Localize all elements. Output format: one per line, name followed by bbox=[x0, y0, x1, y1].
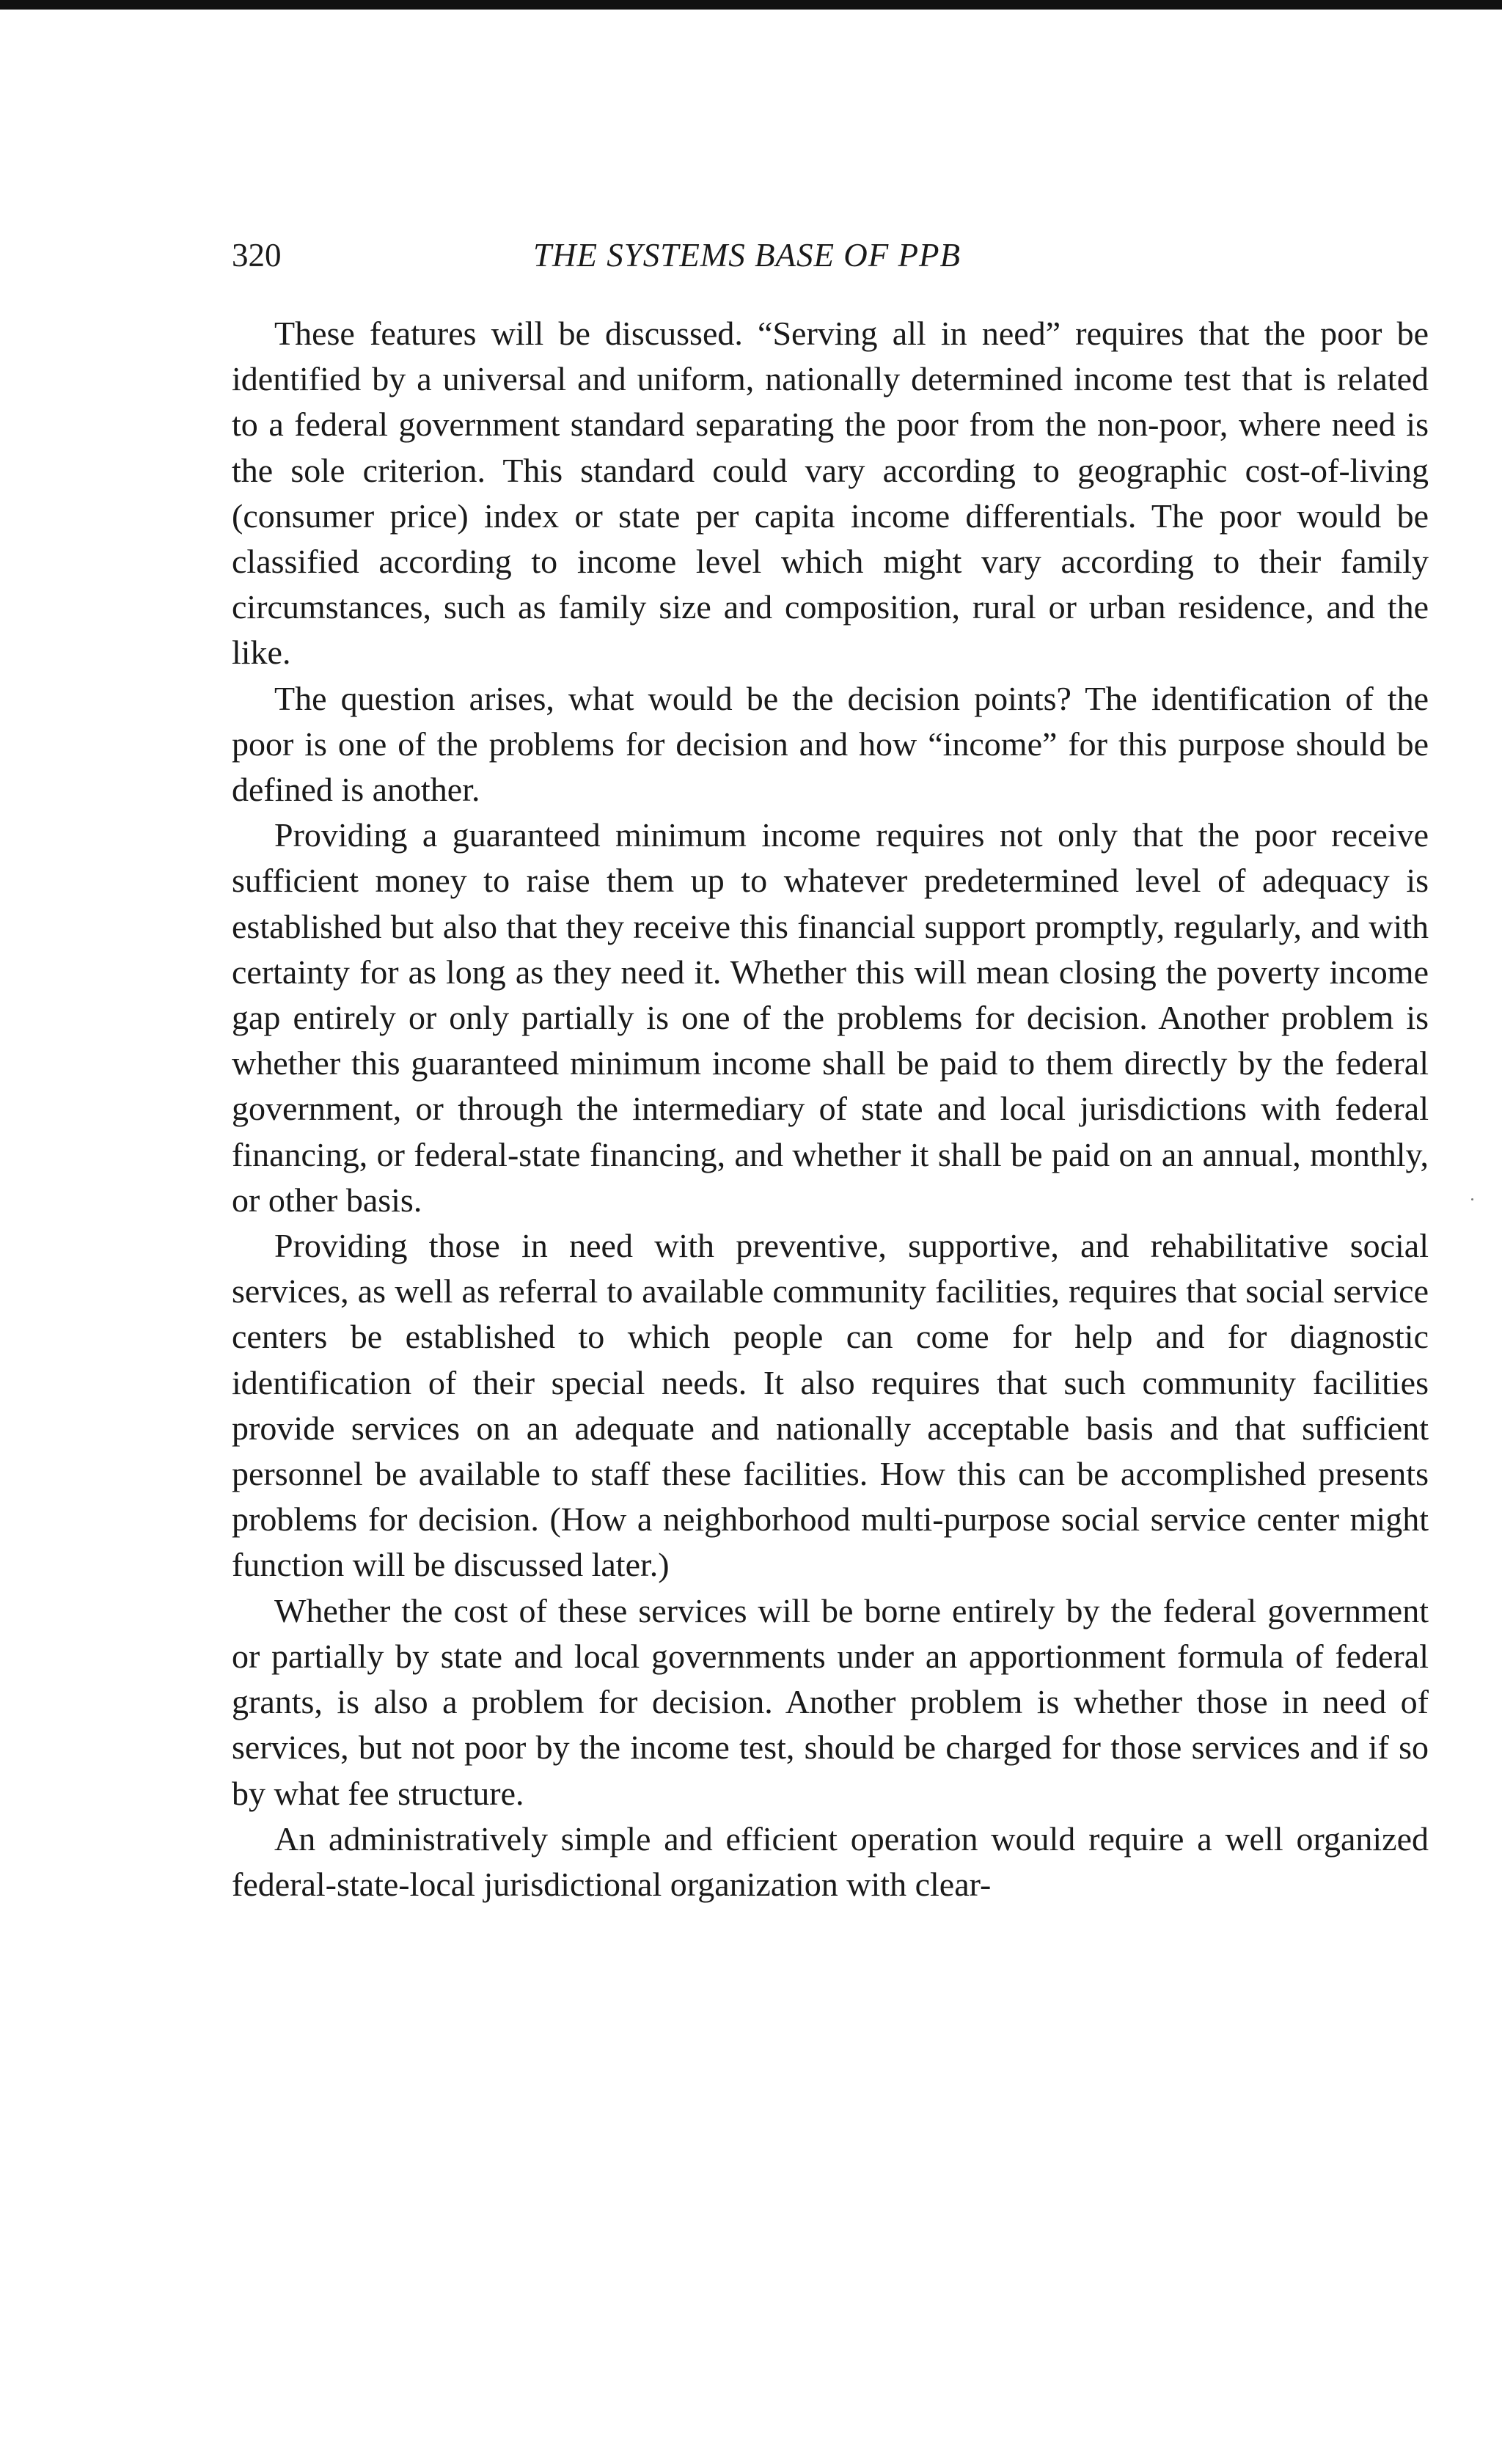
page-number: 320 bbox=[232, 237, 282, 274]
margin-speck bbox=[1471, 1198, 1473, 1200]
body-text bbox=[232, 311, 1429, 1907]
paragraph-2: The question arises, what would be the decision points? The identification of the poor is one of the problems for decision and how “income” for this purpose should be defined is another. bbox=[232, 679, 1429, 809]
paragraph-6: An administratively simple and efficient operation would require a well organized federal-state-local jurisdictional organization with clear- bbox=[232, 1819, 1429, 1903]
paragraph-4: Providing those in need with preventive, supportive, and rehabilitative social services, as well as referral to available community facilities, requires that social service centers be established to which people can come for help and for diagnostic identification of their special needs. It also requires that such community facilities provide services on an adequate and nationally acceptable basis and that sufficient personnel be available to staff these facilities. How this can be accomplished presents problems for decision. (How a neighborhood multi-purpose social service center might function will be discussed later.) bbox=[232, 1227, 1429, 1584]
running-head bbox=[232, 233, 1429, 277]
running-title: THE SYSTEMS BASE OF PPB bbox=[533, 237, 961, 274]
top-border-rule bbox=[0, 0, 1502, 10]
paragraph-1: These features will be discussed. “Serving all in need” requires that the poor be identified by a universal and uniform, nationally determined income test that is related to a federal government standard separating the poor from the non-poor, where need is the sole criterion. This standard could vary according to geographic cost-of-living (consumer price) index or state per capita income differentials. The poor would be classified according to income level which might vary according to their family circumstances, such as family size and composition, rural or urban residence, and the like. bbox=[232, 315, 1429, 672]
paragraph-5: Whether the cost of these services will be borne entirely by the federal government or partially by state and local governments under an apportionment formula of federal grants, is also a problem for decision. Another problem is whether those in need of services, but not poor by the income test, should be charged for those services and if so by what fee structure. bbox=[232, 1591, 1429, 1812]
paragraph-3: Providing a guaranteed minimum income requires not only that the poor receive sufficient money to raise them up to whatever predetermined level of adequacy is established but also that they receive this financial support promptly, regularly, and with certainty for as long as they need it. Whether this will mean closing the poverty income gap entirely or only partially is one of the problems for decision. Another problem is whether this guaranteed minimum income shall be paid to them directly by the federal government, or through the intermediary of state and local jurisdictions with federal financing, or federal-state financing, and whether it shall be paid on an annual, monthly, or other basis. bbox=[232, 816, 1429, 1219]
